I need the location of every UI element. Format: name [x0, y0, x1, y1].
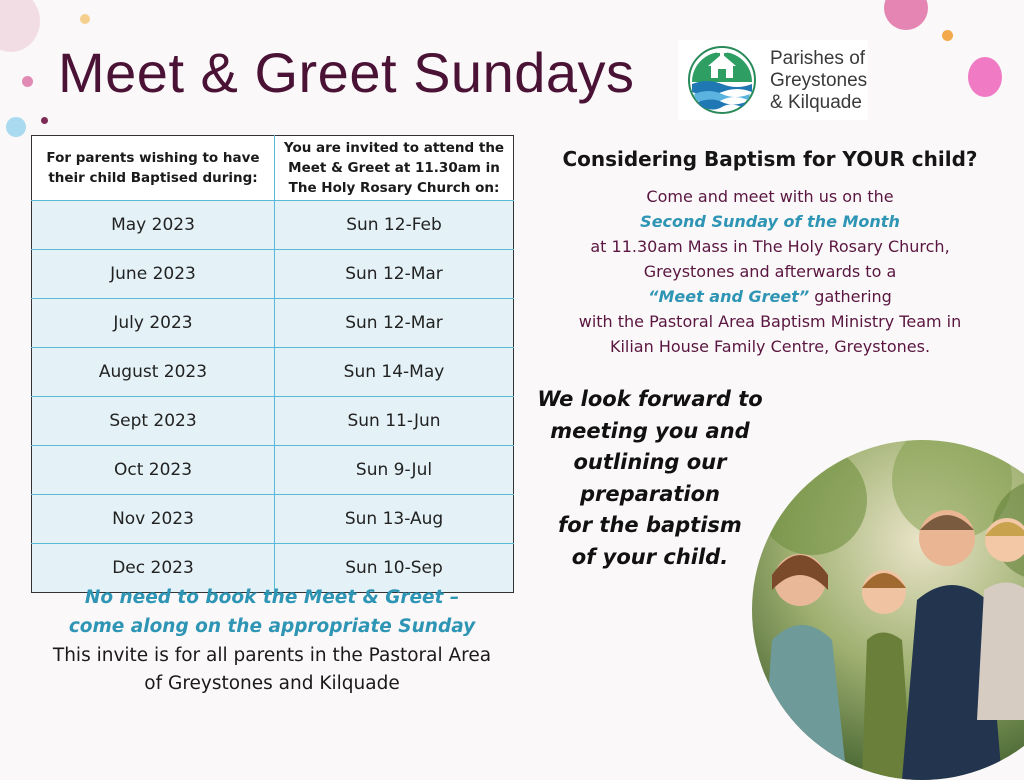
invite-line-emphasis: Second Sunday of the Month [640, 212, 900, 231]
table-row [32, 250, 514, 299]
cell-month: July 2023 [32, 299, 275, 348]
invite-line-rest: gathering [809, 287, 892, 306]
table-row [32, 544, 514, 593]
forward-line: for the baptism [558, 513, 742, 537]
cell-month: Oct 2023 [32, 446, 275, 495]
forward-line: preparation [580, 481, 720, 506]
forward-line: of your child. [571, 544, 729, 569]
cell-date: Sun 12-Mar [275, 250, 514, 299]
forward-line: outlining our [573, 450, 727, 474]
logo-line: Parishes of [770, 48, 866, 69]
decor-dot [22, 76, 33, 87]
invitation-text [520, 184, 1020, 359]
table-header-row [32, 136, 514, 201]
invite-line: Kilian House Family Centre, Greystones. [609, 337, 931, 356]
decor-dot [0, 0, 40, 52]
logo-line: & Kilquade [770, 92, 862, 113]
decor-dot [80, 14, 90, 24]
invite-line: Greystones and afterwards to a [643, 262, 897, 281]
cell-month: Dec 2023 [32, 544, 275, 593]
audience-note: This invite is for all parents in the Pastoral Area [52, 645, 492, 666]
family-photo [752, 440, 1024, 780]
table-row [32, 446, 514, 495]
cell-date: Sun 11-Jun [275, 397, 514, 446]
cell-date: Sun 12-Mar [275, 299, 514, 348]
forward-line: meeting you and [550, 418, 750, 443]
family-photo-illustration [752, 440, 1024, 780]
appropriate-sunday-note: come along on the appropriate Sunday [68, 616, 476, 637]
cell-month: August 2023 [32, 348, 275, 397]
decor-dot [968, 57, 1002, 97]
table-row [32, 348, 514, 397]
header-baptism-month: For parents wishing to have their child Baptised during: [32, 136, 275, 201]
cell-month: Sept 2023 [32, 397, 275, 446]
cell-date: Sun 10-Sep [275, 544, 514, 593]
audience-note-area: of Greystones and Kilquade [144, 673, 400, 694]
cell-date: Sun 13-Aug [275, 495, 514, 544]
meet-and-greet-emphasis: “Meet and Greet” [648, 287, 810, 306]
table-row [32, 495, 514, 544]
invite-line: Come and meet with us on the [646, 187, 894, 206]
decor-dot [884, 0, 928, 30]
invite-line: at 11.30am Mass in The Holy Rosary Church, [590, 237, 950, 256]
table-row [32, 397, 514, 446]
look-forward-message [520, 384, 780, 573]
schedule-table [31, 135, 514, 593]
cell-month: June 2023 [32, 250, 275, 299]
decor-dot [942, 30, 953, 41]
cell-date: Sun 9-Jul [275, 446, 514, 495]
table-row [32, 299, 514, 348]
invite-line: with the Pastoral Area Baptism Ministry Team in [578, 312, 962, 331]
cell-date: Sun 14-May [275, 348, 514, 397]
decor-dot [41, 117, 48, 124]
cell-date: Sun 12-Feb [275, 201, 514, 250]
cell-month: May 2023 [32, 201, 275, 250]
invite-line [520, 284, 1020, 309]
no-booking-note: No need to book the Meet & Greet – [84, 587, 460, 608]
header-meet-greet-date: You are invited to attend the Meet & Greet at 11.30am in The Holy Rosary Church on: [275, 136, 514, 201]
forward-line: We look forward to [537, 387, 763, 411]
logo-line: Greystones [770, 70, 868, 91]
parish-logo-text [770, 48, 867, 114]
church-icon [684, 42, 764, 122]
baptism-heading: Considering Baptism for YOUR child? [562, 147, 978, 171]
decor-dot [6, 117, 26, 137]
cell-month: Nov 2023 [32, 495, 275, 544]
page-title: Meet & Greet Sundays [58, 41, 635, 104]
table-row [32, 201, 514, 250]
